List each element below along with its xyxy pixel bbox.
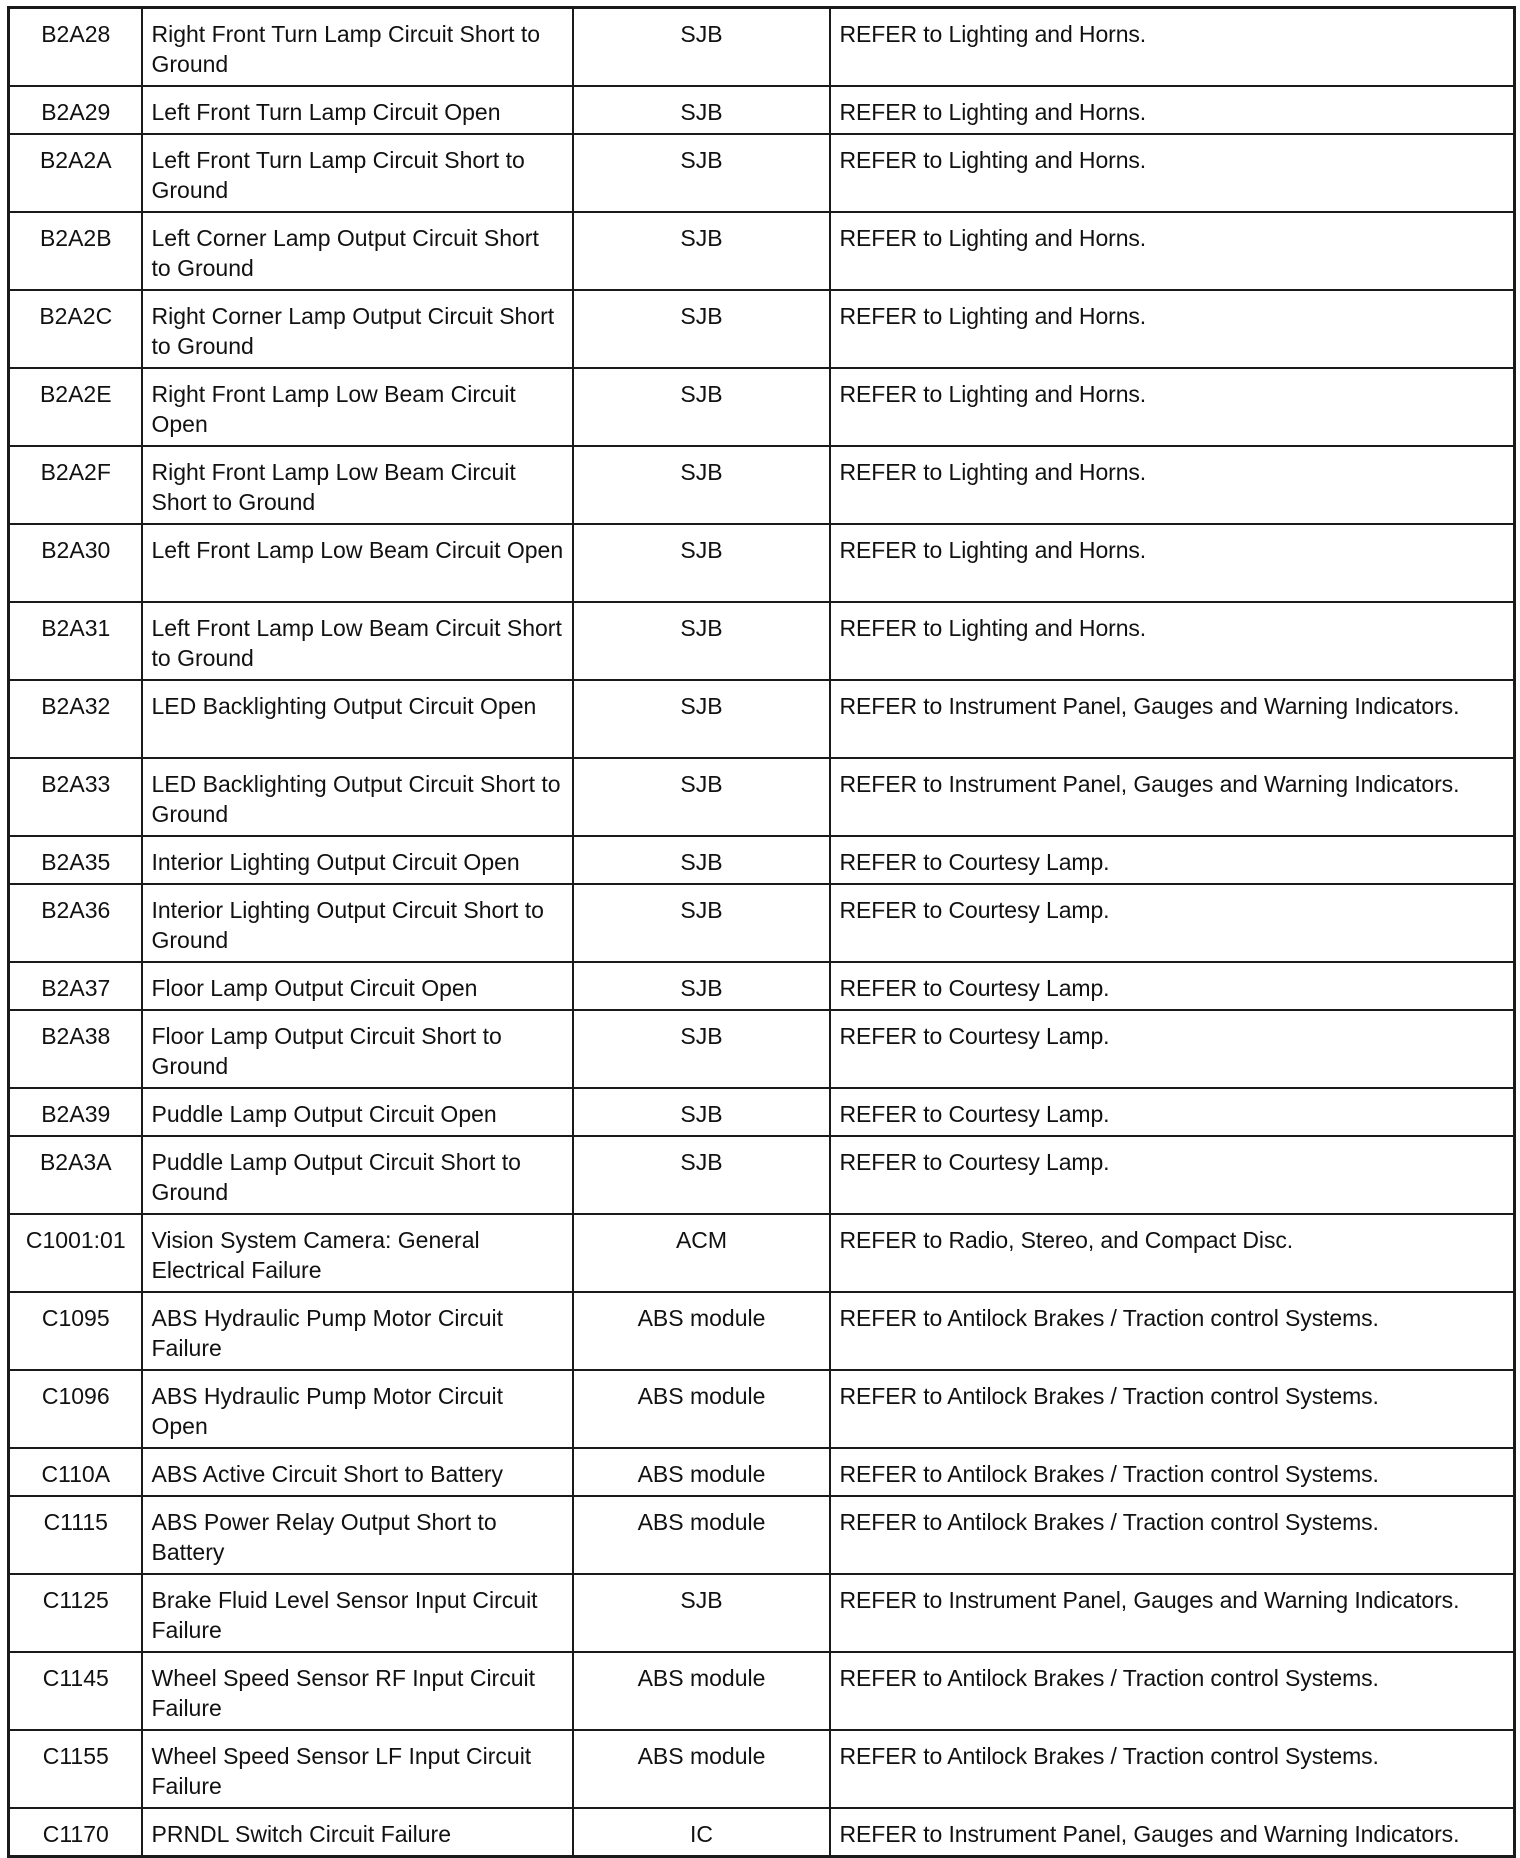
dtc-code: B2A3A — [9, 1136, 142, 1214]
dtc-module: SJB — [573, 446, 830, 524]
dtc-description: Left Front Lamp Low Beam Circuit Open — [142, 524, 573, 602]
dtc-module: ABS module — [573, 1652, 830, 1730]
table-row — [9, 1292, 1515, 1370]
dtc-action: REFER to Lighting and Horns. — [830, 524, 1515, 602]
dtc-module: SJB — [573, 86, 830, 134]
dtc-description: ABS Hydraulic Pump Motor Circuit Failure — [142, 1292, 573, 1370]
dtc-code: C1125 — [9, 1574, 142, 1652]
table-row — [9, 1370, 1515, 1448]
dtc-description: Left Front Turn Lamp Circuit Open — [142, 86, 573, 134]
dtc-action: REFER to Lighting and Horns. — [830, 446, 1515, 524]
dtc-action: REFER to Courtesy Lamp. — [830, 1136, 1515, 1214]
dtc-action: REFER to Lighting and Horns. — [830, 134, 1515, 212]
table-row — [9, 1136, 1515, 1214]
dtc-action: REFER to Lighting and Horns. — [830, 602, 1515, 680]
dtc-description: LED Backlighting Output Circuit Open — [142, 680, 573, 758]
table-row — [9, 1010, 1515, 1088]
table-row — [9, 212, 1515, 290]
dtc-description: Left Corner Lamp Output Circuit Short to Ground — [142, 212, 573, 290]
dtc-description: Right Corner Lamp Output Circuit Short to Ground — [142, 290, 573, 368]
dtc-module: SJB — [573, 368, 830, 446]
dtc-module: ABS module — [573, 1292, 830, 1370]
dtc-action: REFER to Antilock Brakes / Traction control Systems. — [830, 1652, 1515, 1730]
dtc-description: Floor Lamp Output Circuit Open — [142, 962, 573, 1010]
dtc-module: SJB — [573, 1010, 830, 1088]
dtc-description: Puddle Lamp Output Circuit Open — [142, 1088, 573, 1136]
dtc-action: REFER to Instrument Panel, Gauges and Warning Indicators. — [830, 758, 1515, 836]
dtc-description: Brake Fluid Level Sensor Input Circuit Failure — [142, 1574, 573, 1652]
dtc-module: SJB — [573, 962, 830, 1010]
table-row — [9, 1448, 1515, 1496]
table-row — [9, 884, 1515, 962]
dtc-code: C1145 — [9, 1652, 142, 1730]
dtc-module: ABS module — [573, 1730, 830, 1808]
dtc-code: B2A31 — [9, 602, 142, 680]
table-row — [9, 86, 1515, 134]
dtc-module: IC — [573, 1808, 830, 1857]
dtc-action: REFER to Courtesy Lamp. — [830, 1088, 1515, 1136]
table-row — [9, 446, 1515, 524]
dtc-module: SJB — [573, 758, 830, 836]
dtc-code: B2A35 — [9, 836, 142, 884]
dtc-action: REFER to Antilock Brakes / Traction control Systems. — [830, 1370, 1515, 1448]
table-row — [9, 368, 1515, 446]
table-row — [9, 1730, 1515, 1808]
dtc-code: B2A28 — [9, 8, 142, 87]
dtc-module: SJB — [573, 602, 830, 680]
dtc-module: SJB — [573, 8, 830, 87]
dtc-module: SJB — [573, 884, 830, 962]
dtc-description: Wheel Speed Sensor LF Input Circuit Failure — [142, 1730, 573, 1808]
table-row — [9, 1808, 1515, 1857]
dtc-code: B2A36 — [9, 884, 142, 962]
table-row — [9, 8, 1515, 87]
dtc-code: B2A30 — [9, 524, 142, 602]
dtc-action: REFER to Instrument Panel, Gauges and Warning Indicators. — [830, 1574, 1515, 1652]
dtc-module: ABS module — [573, 1496, 830, 1574]
dtc-action: REFER to Radio, Stereo, and Compact Disc. — [830, 1214, 1515, 1292]
dtc-code: B2A39 — [9, 1088, 142, 1136]
dtc-table-body — [9, 8, 1515, 1857]
dtc-code: B2A38 — [9, 1010, 142, 1088]
dtc-code: B2A37 — [9, 962, 142, 1010]
dtc-action: REFER to Lighting and Horns. — [830, 290, 1515, 368]
dtc-description: Interior Lighting Output Circuit Open — [142, 836, 573, 884]
dtc-module: SJB — [573, 290, 830, 368]
dtc-code: B2A2F — [9, 446, 142, 524]
dtc-action: REFER to Antilock Brakes / Traction control Systems. — [830, 1292, 1515, 1370]
dtc-code: C1115 — [9, 1496, 142, 1574]
dtc-description: Right Front Lamp Low Beam Circuit Open — [142, 368, 573, 446]
table-row — [9, 758, 1515, 836]
dtc-code: B2A2C — [9, 290, 142, 368]
dtc-description: Left Front Lamp Low Beam Circuit Short to Ground — [142, 602, 573, 680]
dtc-description: ABS Active Circuit Short to Battery — [142, 1448, 573, 1496]
table-row — [9, 1496, 1515, 1574]
table-row — [9, 524, 1515, 602]
table-row — [9, 1652, 1515, 1730]
dtc-table-page — [7, 6, 1513, 1858]
dtc-description: PRNDL Switch Circuit Failure — [142, 1808, 573, 1857]
table-row — [9, 602, 1515, 680]
dtc-action: REFER to Courtesy Lamp. — [830, 836, 1515, 884]
table-row — [9, 1574, 1515, 1652]
dtc-code: B2A2E — [9, 368, 142, 446]
dtc-code: B2A29 — [9, 86, 142, 134]
table-row — [9, 680, 1515, 758]
dtc-description: Floor Lamp Output Circuit Short to Ground — [142, 1010, 573, 1088]
dtc-code: B2A32 — [9, 680, 142, 758]
dtc-module: SJB — [573, 1136, 830, 1214]
table-row — [9, 836, 1515, 884]
dtc-action: REFER to Instrument Panel, Gauges and Warning Indicators. — [830, 1808, 1515, 1857]
dtc-description: ABS Hydraulic Pump Motor Circuit Open — [142, 1370, 573, 1448]
dtc-description: Puddle Lamp Output Circuit Short to Ground — [142, 1136, 573, 1214]
table-row — [9, 134, 1515, 212]
table-row — [9, 1214, 1515, 1292]
dtc-description: Left Front Turn Lamp Circuit Short to Ground — [142, 134, 573, 212]
dtc-action: REFER to Antilock Brakes / Traction control Systems. — [830, 1730, 1515, 1808]
dtc-description: Interior Lighting Output Circuit Short to Ground — [142, 884, 573, 962]
dtc-code: C110A — [9, 1448, 142, 1496]
dtc-action: REFER to Antilock Brakes / Traction control Systems. — [830, 1448, 1515, 1496]
dtc-module: ACM — [573, 1214, 830, 1292]
dtc-action: REFER to Lighting and Horns. — [830, 8, 1515, 87]
dtc-description: Wheel Speed Sensor RF Input Circuit Failure — [142, 1652, 573, 1730]
dtc-module: SJB — [573, 134, 830, 212]
dtc-module: SJB — [573, 212, 830, 290]
dtc-module: SJB — [573, 1574, 830, 1652]
dtc-code: C1155 — [9, 1730, 142, 1808]
dtc-code: C1096 — [9, 1370, 142, 1448]
dtc-code: C1001:01 — [9, 1214, 142, 1292]
dtc-code: B2A2A — [9, 134, 142, 212]
dtc-module: ABS module — [573, 1370, 830, 1448]
dtc-description: Right Front Lamp Low Beam Circuit Short to Ground — [142, 446, 573, 524]
table-row — [9, 962, 1515, 1010]
dtc-module: SJB — [573, 680, 830, 758]
dtc-action: REFER to Courtesy Lamp. — [830, 1010, 1515, 1088]
dtc-action: REFER to Courtesy Lamp. — [830, 962, 1515, 1010]
dtc-action: REFER to Lighting and Horns. — [830, 212, 1515, 290]
dtc-description: Right Front Turn Lamp Circuit Short to Ground — [142, 8, 573, 87]
dtc-code: B2A33 — [9, 758, 142, 836]
dtc-code: C1170 — [9, 1808, 142, 1857]
dtc-module: ABS module — [573, 1448, 830, 1496]
table-row — [9, 290, 1515, 368]
dtc-module: SJB — [573, 1088, 830, 1136]
dtc-action: REFER to Antilock Brakes / Traction control Systems. — [830, 1496, 1515, 1574]
dtc-action: REFER to Lighting and Horns. — [830, 368, 1515, 446]
dtc-action: REFER to Lighting and Horns. — [830, 86, 1515, 134]
dtc-table — [7, 6, 1516, 1858]
dtc-code: C1095 — [9, 1292, 142, 1370]
dtc-description: Vision System Camera: General Electrical Failure — [142, 1214, 573, 1292]
dtc-module: SJB — [573, 524, 830, 602]
dtc-description: ABS Power Relay Output Short to Battery — [142, 1496, 573, 1574]
dtc-code: B2A2B — [9, 212, 142, 290]
dtc-description: LED Backlighting Output Circuit Short to Ground — [142, 758, 573, 836]
dtc-module: SJB — [573, 836, 830, 884]
dtc-action: REFER to Instrument Panel, Gauges and Warning Indicators. — [830, 680, 1515, 758]
table-row — [9, 1088, 1515, 1136]
dtc-action: REFER to Courtesy Lamp. — [830, 884, 1515, 962]
